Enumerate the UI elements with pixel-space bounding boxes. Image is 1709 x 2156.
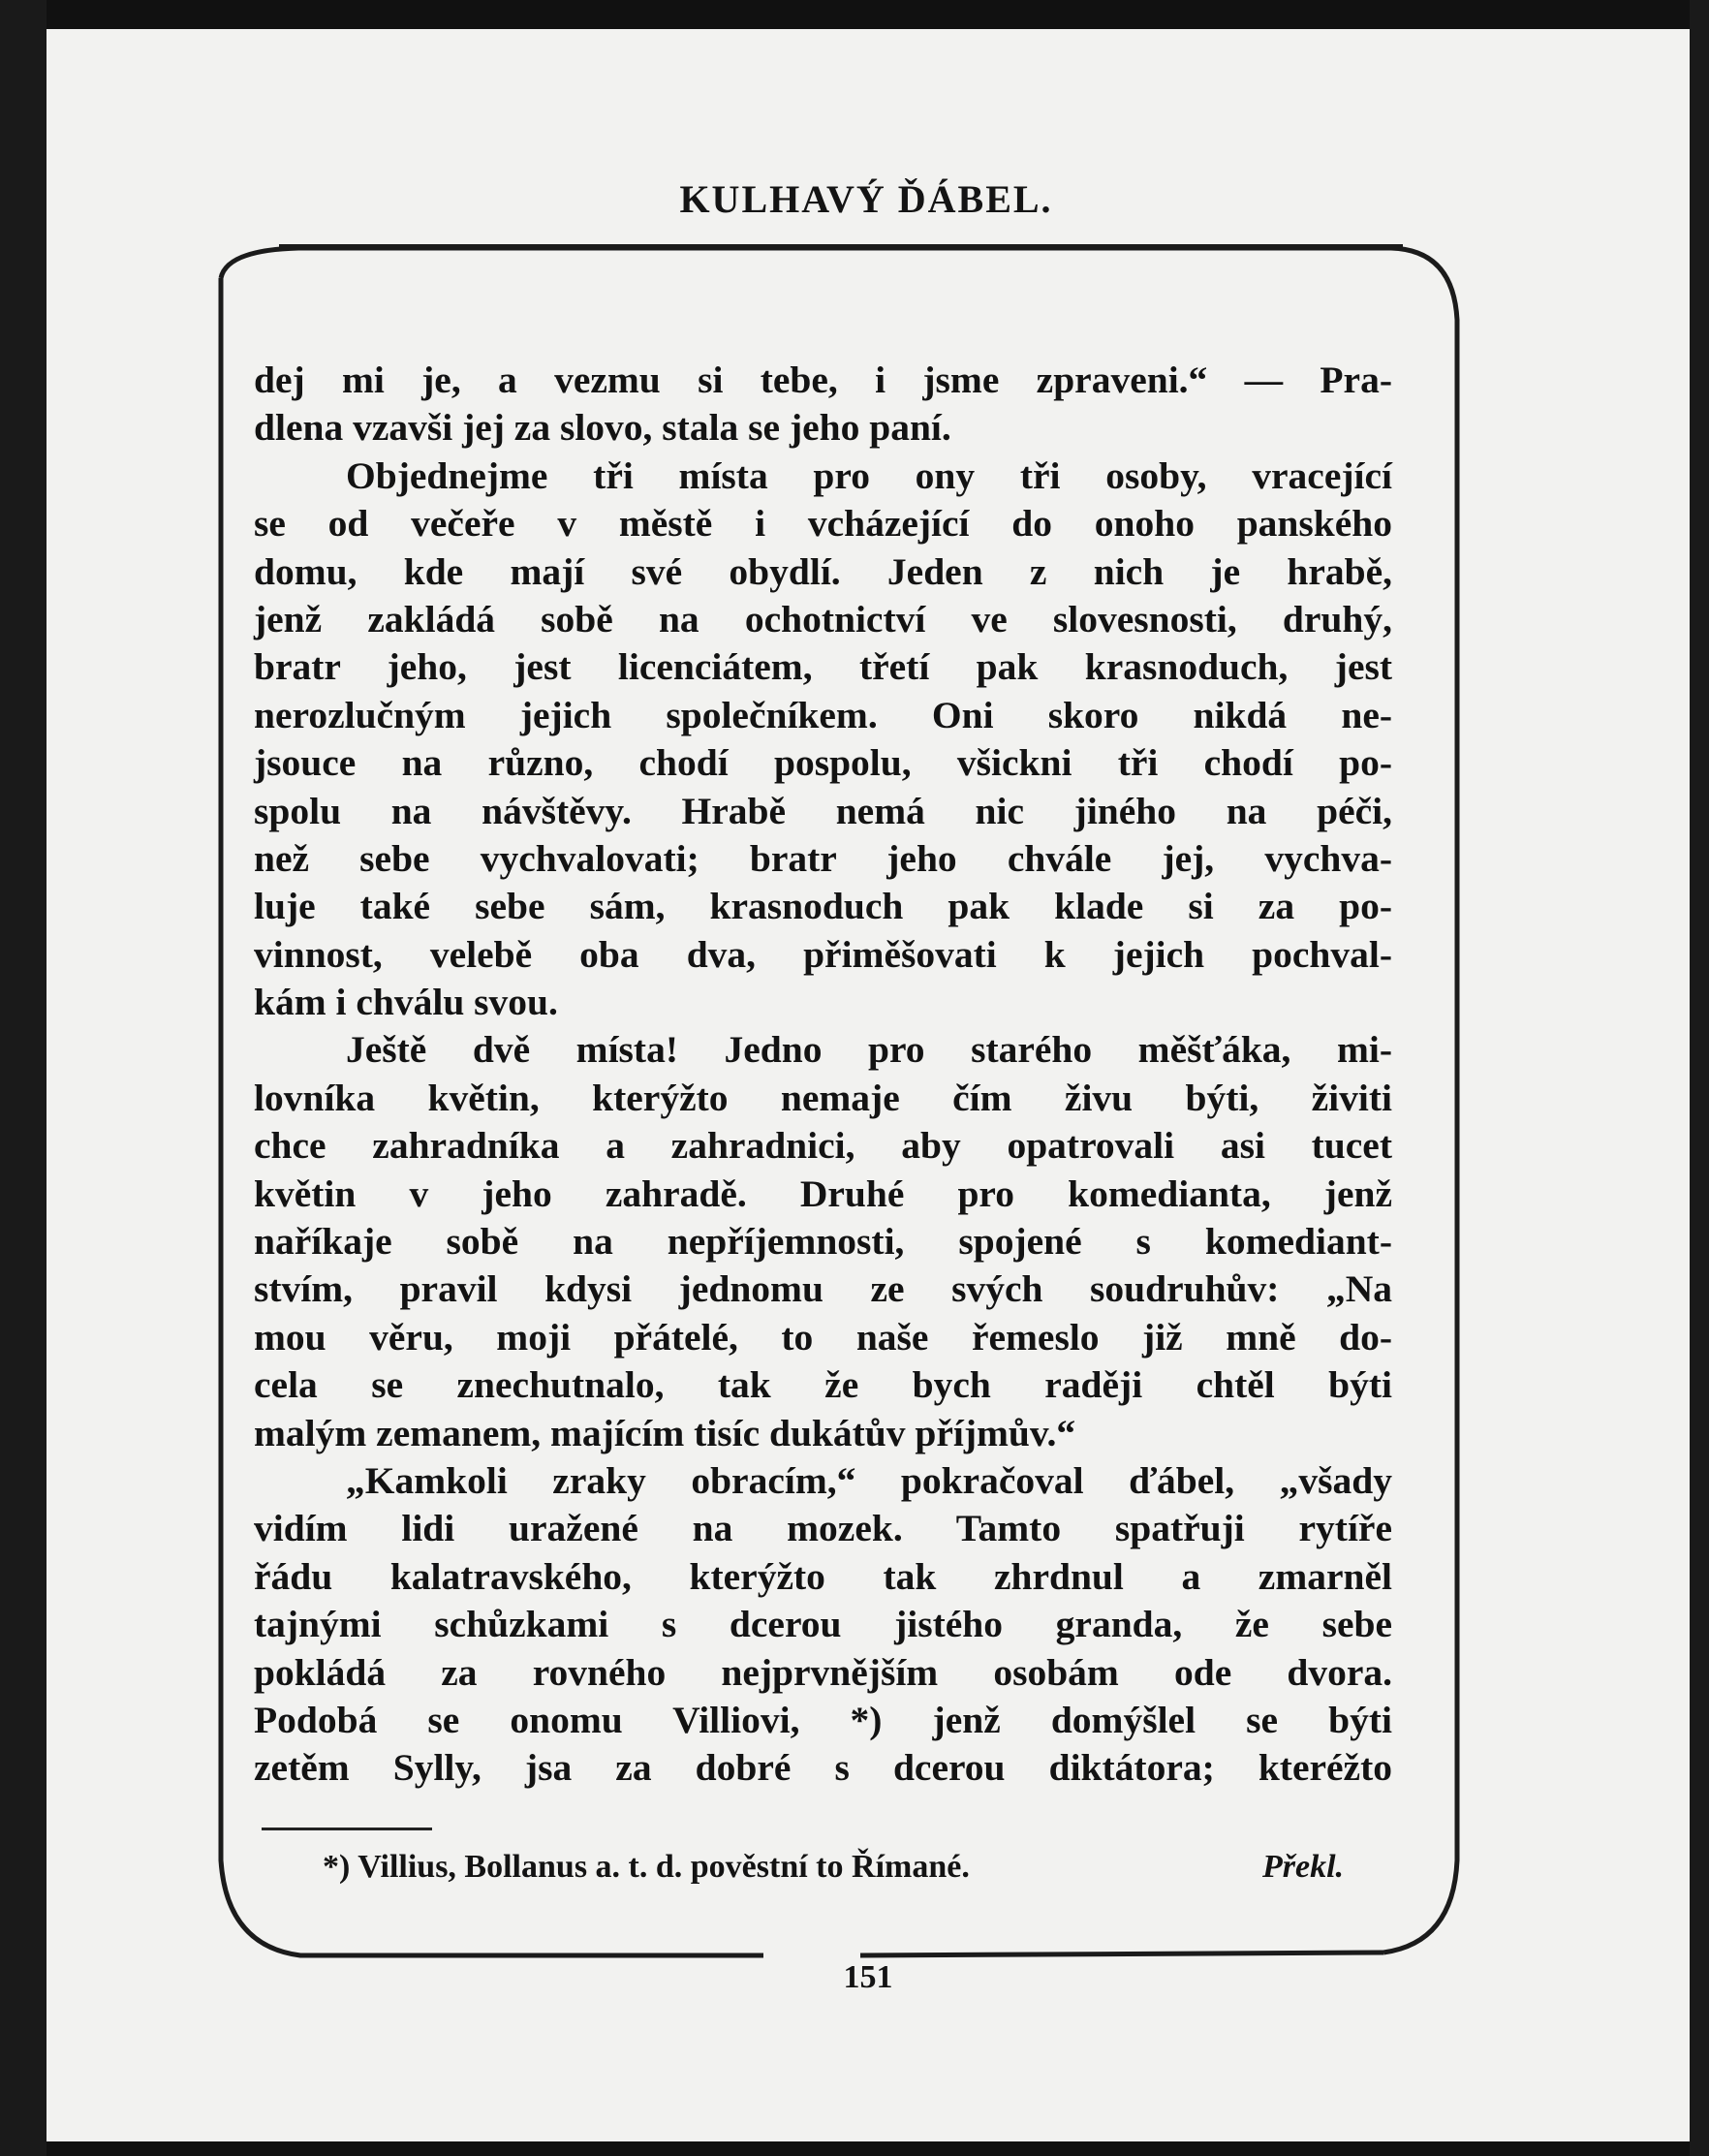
text-line: řádu kalatravského, kterýžto tak zhrdnul a zmarněl (254, 1554, 1392, 1598)
text-line: dej mi je, a vezmu si tebe, i jsme zpraveni.“ — Pra- (254, 359, 1392, 401)
text-line: dlena vzavši jej za slovo, stala se jeho paní. (254, 406, 951, 450)
footnote-rule (262, 1828, 432, 1830)
text-line: spolu na návštěvy. Hrabě nemá nic jiného na péči, (254, 789, 1392, 832)
text-line: nerozlučným jejich společníkem. Oni skoro nikdá ne- (254, 693, 1392, 736)
footnote (323, 1849, 1392, 1886)
text-line: Objednejme tři místa pro ony tři osoby, vracející (346, 453, 1392, 497)
text-line: vidím lidi uražené na mozek. Tamto spatřuji rytíře (254, 1507, 1392, 1550)
body-text (254, 357, 1392, 1793)
page-number: 151 (843, 1959, 893, 1995)
scan-left-edge (0, 0, 47, 2156)
text-line: bratr jeho, jest licenciátem, třetí pak krasnoduch, jest (254, 645, 1392, 689)
text-line: stvím, pravil kdysi jednomu ze svých soudruhův: „Na (254, 1267, 1392, 1311)
text-line: Ještě dvě místa! Jedno pro starého měšťáka, mi- (346, 1028, 1392, 1072)
text-line: naříkaje sobě na nepříjemnosti, spojené s komediant- (254, 1220, 1392, 1264)
text-line: lovníka květin, kterýžto nemaje čím živu býti, živiti (254, 1076, 1392, 1119)
text-line: domu, kde mají své obydlí. Jeden z nich je hrabě, (254, 549, 1392, 593)
text-line: jsouce na různo, chodí pospolu, všickni tři chodí po- (254, 741, 1392, 785)
text-line: vinnost, velebě oba dva, přiměšovati k jejich pochval- (254, 932, 1392, 976)
scan-right-edge (1690, 0, 1709, 2156)
text-line: jenž zakládá sobě na ochotnictví ve slovesnosti, druhý, (254, 597, 1392, 641)
footnote-signature: Překl. (1262, 1849, 1345, 1885)
text-line: chce zahradníka a zahradnici, aby opatrovali asi tucet (254, 1124, 1392, 1168)
text-line: mou věru, moji přátelé, to naše řemeslo již mně do- (254, 1315, 1392, 1359)
text-line: „Kamkoli zraky obracím,“ pokračoval ďábel, „všady (346, 1458, 1392, 1502)
book-page (47, 29, 1690, 2141)
text-line: kám i chválu svou. (254, 981, 558, 1024)
running-head: KULHAVÝ ĎÁBEL. (679, 177, 1053, 221)
text-line: cela se znechutnalo, tak že bych raději chtěl býti (254, 1363, 1392, 1407)
text-line: luje také sebe sám, krasnoduch pak klade si za po- (254, 885, 1392, 928)
text-line: tajnými schůzkami s dcerou jistého granda, že sebe (254, 1603, 1392, 1646)
footnote-text: *) Villius, Bollanus a. t. d. pověstní to Římané. (323, 1849, 970, 1885)
text-line: Podobá se onomu Villiovi, *) jenž domýšlel se býti (254, 1698, 1392, 1741)
text-line: než sebe vychvalovati; bratr jeho chvále jej, vychva- (254, 836, 1392, 880)
text-line: malým zemanem, majícím tisíc dukátův příjmův.“ (254, 1411, 1076, 1454)
text-line: zetěm Sylly, jsa za dobré s dcerou diktátora; kteréžto (254, 1746, 1392, 1790)
text-line: květin v jeho zahradě. Druhé pro komedianta, jenž (254, 1172, 1392, 1215)
text-line: se od večeře v městě i vcházející do onoho panského (254, 502, 1392, 546)
text-line: pokládá za rovného nejprvnějším osobám ode dvora. (254, 1650, 1392, 1694)
